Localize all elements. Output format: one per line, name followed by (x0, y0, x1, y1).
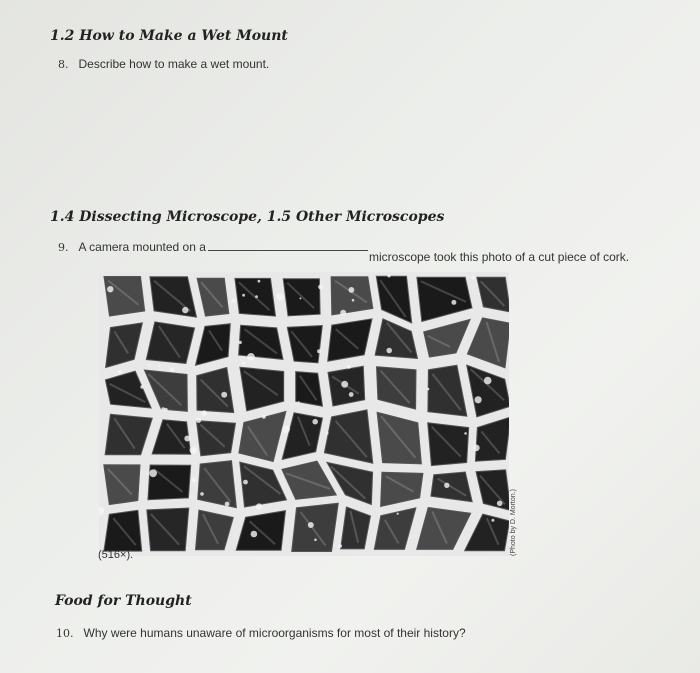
question-number: 10. (56, 627, 74, 640)
question-8 (58, 57, 269, 71)
question-number: 9. (58, 241, 69, 254)
question-9-continuation (369, 250, 629, 264)
section-heading-microscopes: 1.4 Dissecting Microscope, 1.5 Other Microscopes (50, 209, 445, 225)
question-text: Describe how to make a wet mount. (78, 57, 270, 71)
cork-micrograph-photo (99, 272, 509, 556)
section-heading-food-for-thought: Food for Thought (55, 593, 192, 609)
answer-blank[interactable] (208, 250, 368, 251)
question-number: 8. (58, 58, 69, 71)
cork-cells-image (99, 272, 509, 556)
question-text-before-blank: A camera mounted on a (78, 240, 206, 254)
question-text-after-blank: microscope took this photo of a cut piece of cork. (369, 250, 630, 264)
question-9 (58, 240, 370, 254)
question-10 (56, 626, 466, 640)
photo-credit: (Photo by D. Morton.) (510, 489, 517, 556)
magnification-caption: (516×). (98, 549, 134, 561)
section-heading-wet-mount: 1.2 How to Make a Wet Mount (50, 28, 288, 44)
question-text: Why were humans unaware of microorganisms for most of their history? (83, 626, 466, 640)
